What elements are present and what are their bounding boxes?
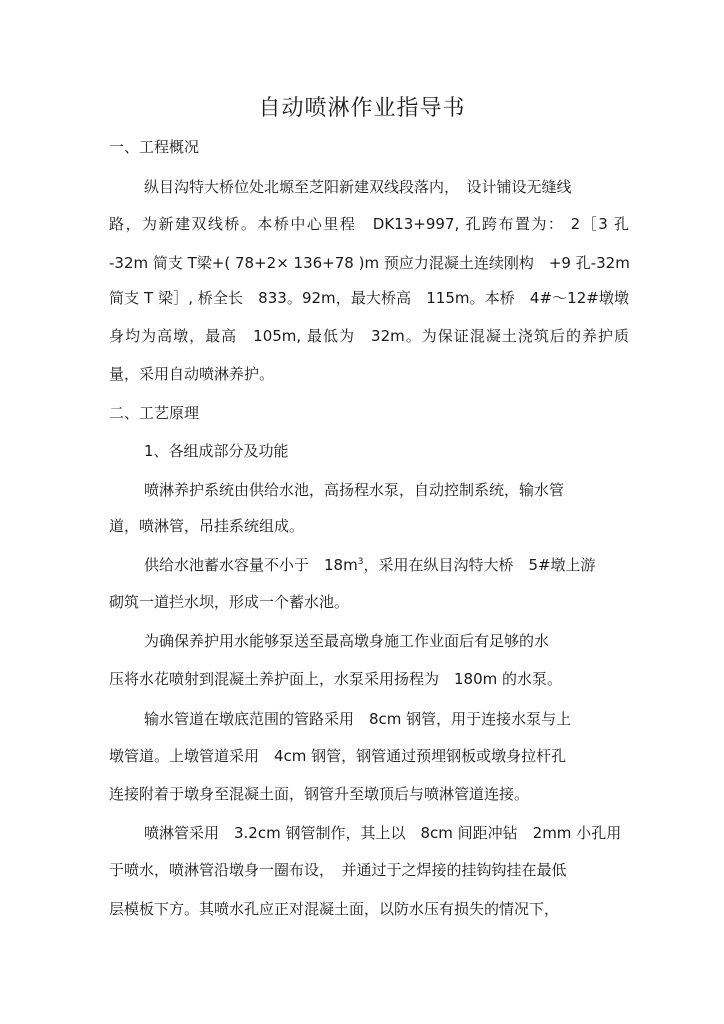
section-heading-overview: 一、工程概况 [109,138,200,156]
paragraph-line: 墩管道。上墩管道采用 4cm 钢管，钢管通过预埋钢板或墩身拉杆孔 [109,747,567,765]
text-fragment: 供给水池蓄水容量不小于 18m [144,556,358,574]
paragraph-line: 压将水花喷射到混凝土养护面上，水泵采用扬程为 180m 的水泵。 [109,670,563,688]
paragraph-line: 层模板下方。其喷水孔应正对混凝土面，以防水压有损失的情况下， [109,900,560,918]
paragraph-line: 于喷水，喷淋管沿墩身一圈布设， 并通过于之焊接的挂钩钩挂在最低 [109,861,567,879]
paragraph-line: -32m 简支 T梁+( 78+2× 136+78 )m 预应力混凝土连续刚构 +9 孔-32m [109,254,630,272]
paragraph-line: 砌筑一道拦水坝，形成一个蓄水池。 [109,593,350,611]
paragraph-line: 喷淋养护系统由供给水池，高扬程水泵，自动控制系统，输水管 [144,481,565,499]
paragraph-line [144,554,664,576]
document-title: 自动喷淋作业指导书 [258,96,466,121]
text-fragment: ，采用在纵目沟特大桥 5#墩上游 [363,556,596,574]
paragraph-line: 纵目沟特大桥位处北塬至芝阳新建双线段落内， 设计铺设无缝线 [144,178,572,196]
paragraph-line: 身均为高墩，最高 105m, 最低为 32m。为保证混凝土浇筑后的养护质 [109,327,629,345]
paragraph-line: 连接附着于墩身至混凝土面，钢管升至墩顶后与喷淋管道连接。 [109,785,530,803]
paragraph-line: 量，采用自动喷淋养护。 [109,365,275,383]
paragraph-line: 喷淋管采用 3.2cm 钢管制作，其上以 8cm 间距冲钻 2mm 小孔用 [144,824,622,842]
section-heading-principle: 二、工艺原理 [109,404,200,422]
superscript: 3 [357,557,364,567]
paragraph-line: 输水管道在墩底范围的管路采用 8cm 钢管，用于连接水泵与上 [144,710,572,728]
paragraph-line: 路，为新建双线桥。本桥中心里程 DK13+997, 孔跨布置为： 2［3 孔 [109,215,629,233]
paragraph-line: 为确保养护用水能够泵送至最高墩身施工作业面后有足够的水 [144,632,550,650]
subsection-heading: 1、各组成部分及功能 [144,442,289,460]
paragraph-line: 简支 T 梁］, 桥全长 833。92m，最大桥高 115m。本桥 4#～12#墩墩 [109,289,629,307]
paragraph-line: 道，喷淋管，吊挂系统组成。 [109,517,305,535]
